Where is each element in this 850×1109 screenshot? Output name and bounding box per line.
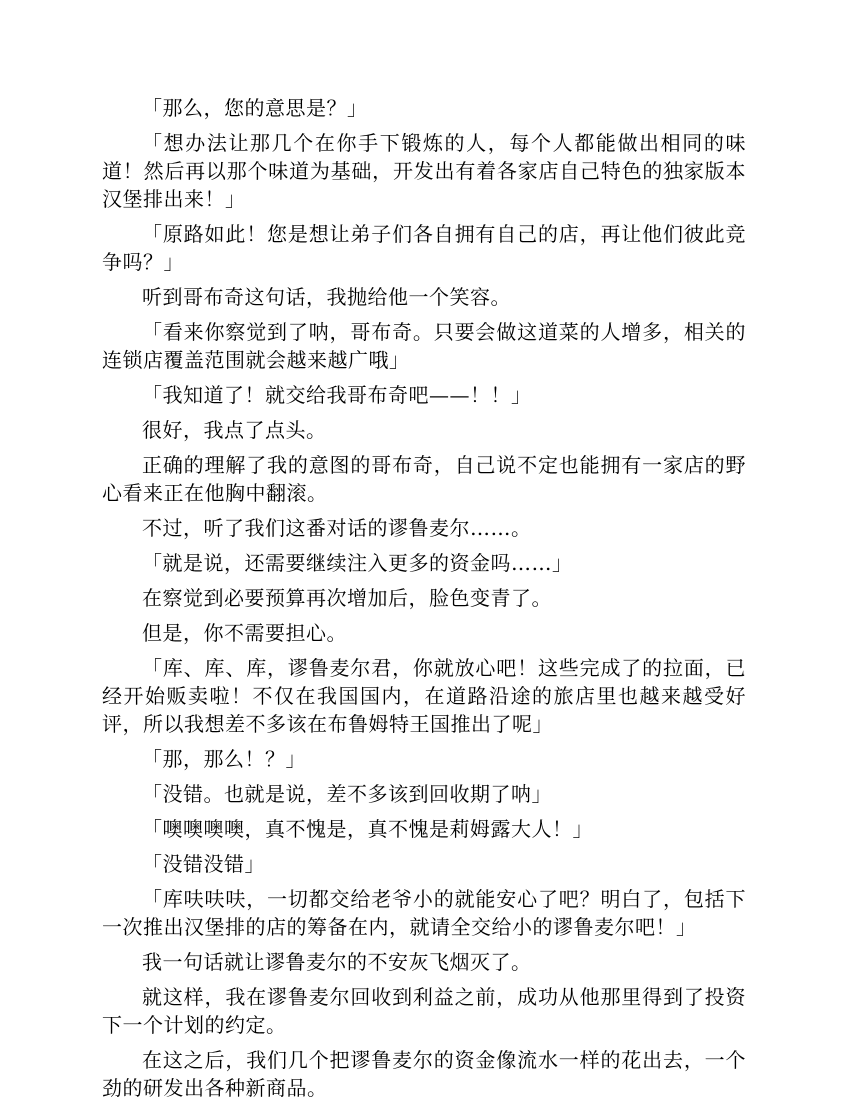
paragraph: 「那，那么！？」 (142, 747, 306, 771)
paragraph: 正确的理解了我的意图的哥布奇，自己说不定也能拥有一家店的野心看来正在他胸中翻滚。 (102, 453, 746, 505)
paragraph: 「就是说，还需要继续注入更多的资金吗……」 (142, 551, 573, 575)
paragraph: 「我知道了！就交给我哥布奇吧——！！」 (142, 383, 532, 407)
paragraph: 「那么，您的意思是？」 (142, 96, 368, 120)
paragraph: 「看来你察觉到了呐，哥布奇。只要会做这道菜的人增多，相关的连锁店覆盖范围就会越来越广哦」 (102, 320, 746, 372)
paragraph: 在这之后，我们几个把谬鲁麦尔的资金像流水一样的花出去，一个劲的研发出各种新商品。 (102, 1048, 746, 1100)
paragraph: 就这样，我在谬鲁麦尔回收到利益之前，成功从他那里得到了投资下一个计划的约定。 (102, 985, 746, 1037)
paragraph: 「库呋呋呋，一切都交给老爷小的就能安心了吧？明白了，包括下一次推出汉堡排的店的筹备在内，就请全交给小的谬鲁麦尔吧！」 (102, 887, 746, 939)
paragraph: 「原路如此！您是想让弟子们各自拥有自己的店，再让他们彼此竞争吗？」 (102, 222, 746, 274)
paragraph: 「没错。也就是说，差不多该到回收期了呐」 (142, 782, 552, 806)
paragraph: 「噢噢噢噢，真不愧是，真不愧是莉姆露大人！」 (142, 817, 593, 841)
paragraph: 很好，我点了点头。 (142, 418, 327, 442)
paragraph: 在察觉到必要预算再次增加后，脸色变青了。 (142, 586, 552, 610)
paragraph: 不过，听了我们这番对话的谬鲁麦尔……。 (142, 516, 532, 540)
paragraph: 「没错没错」 (142, 852, 265, 876)
document-page (102, 94, 746, 1109)
paragraph: 听到哥布奇这句话，我抛给他一个笑容。 (142, 285, 511, 309)
paragraph: 我一句话就让谬鲁麦尔的不安灰飞烟灭了。 (142, 950, 532, 974)
paragraph: 「想办法让那几个在你手下锻炼的人，每个人都能做出相同的味道！然后再以那个味道为基础，开发出有着各家店自己特色的独家版本汉堡排出来！」 (102, 131, 746, 211)
paragraph: 「库、库、库，谬鲁麦尔君，你就放心吧！这些完成了的拉面，已经开始贩卖啦！不仅在我国国内，在道路沿途的旅店里也越来越受好评，所以我想差不多该在布鲁姆特王国推出了呢」 (102, 656, 746, 736)
paragraph: 但是，你不需要担心。 (142, 621, 347, 645)
